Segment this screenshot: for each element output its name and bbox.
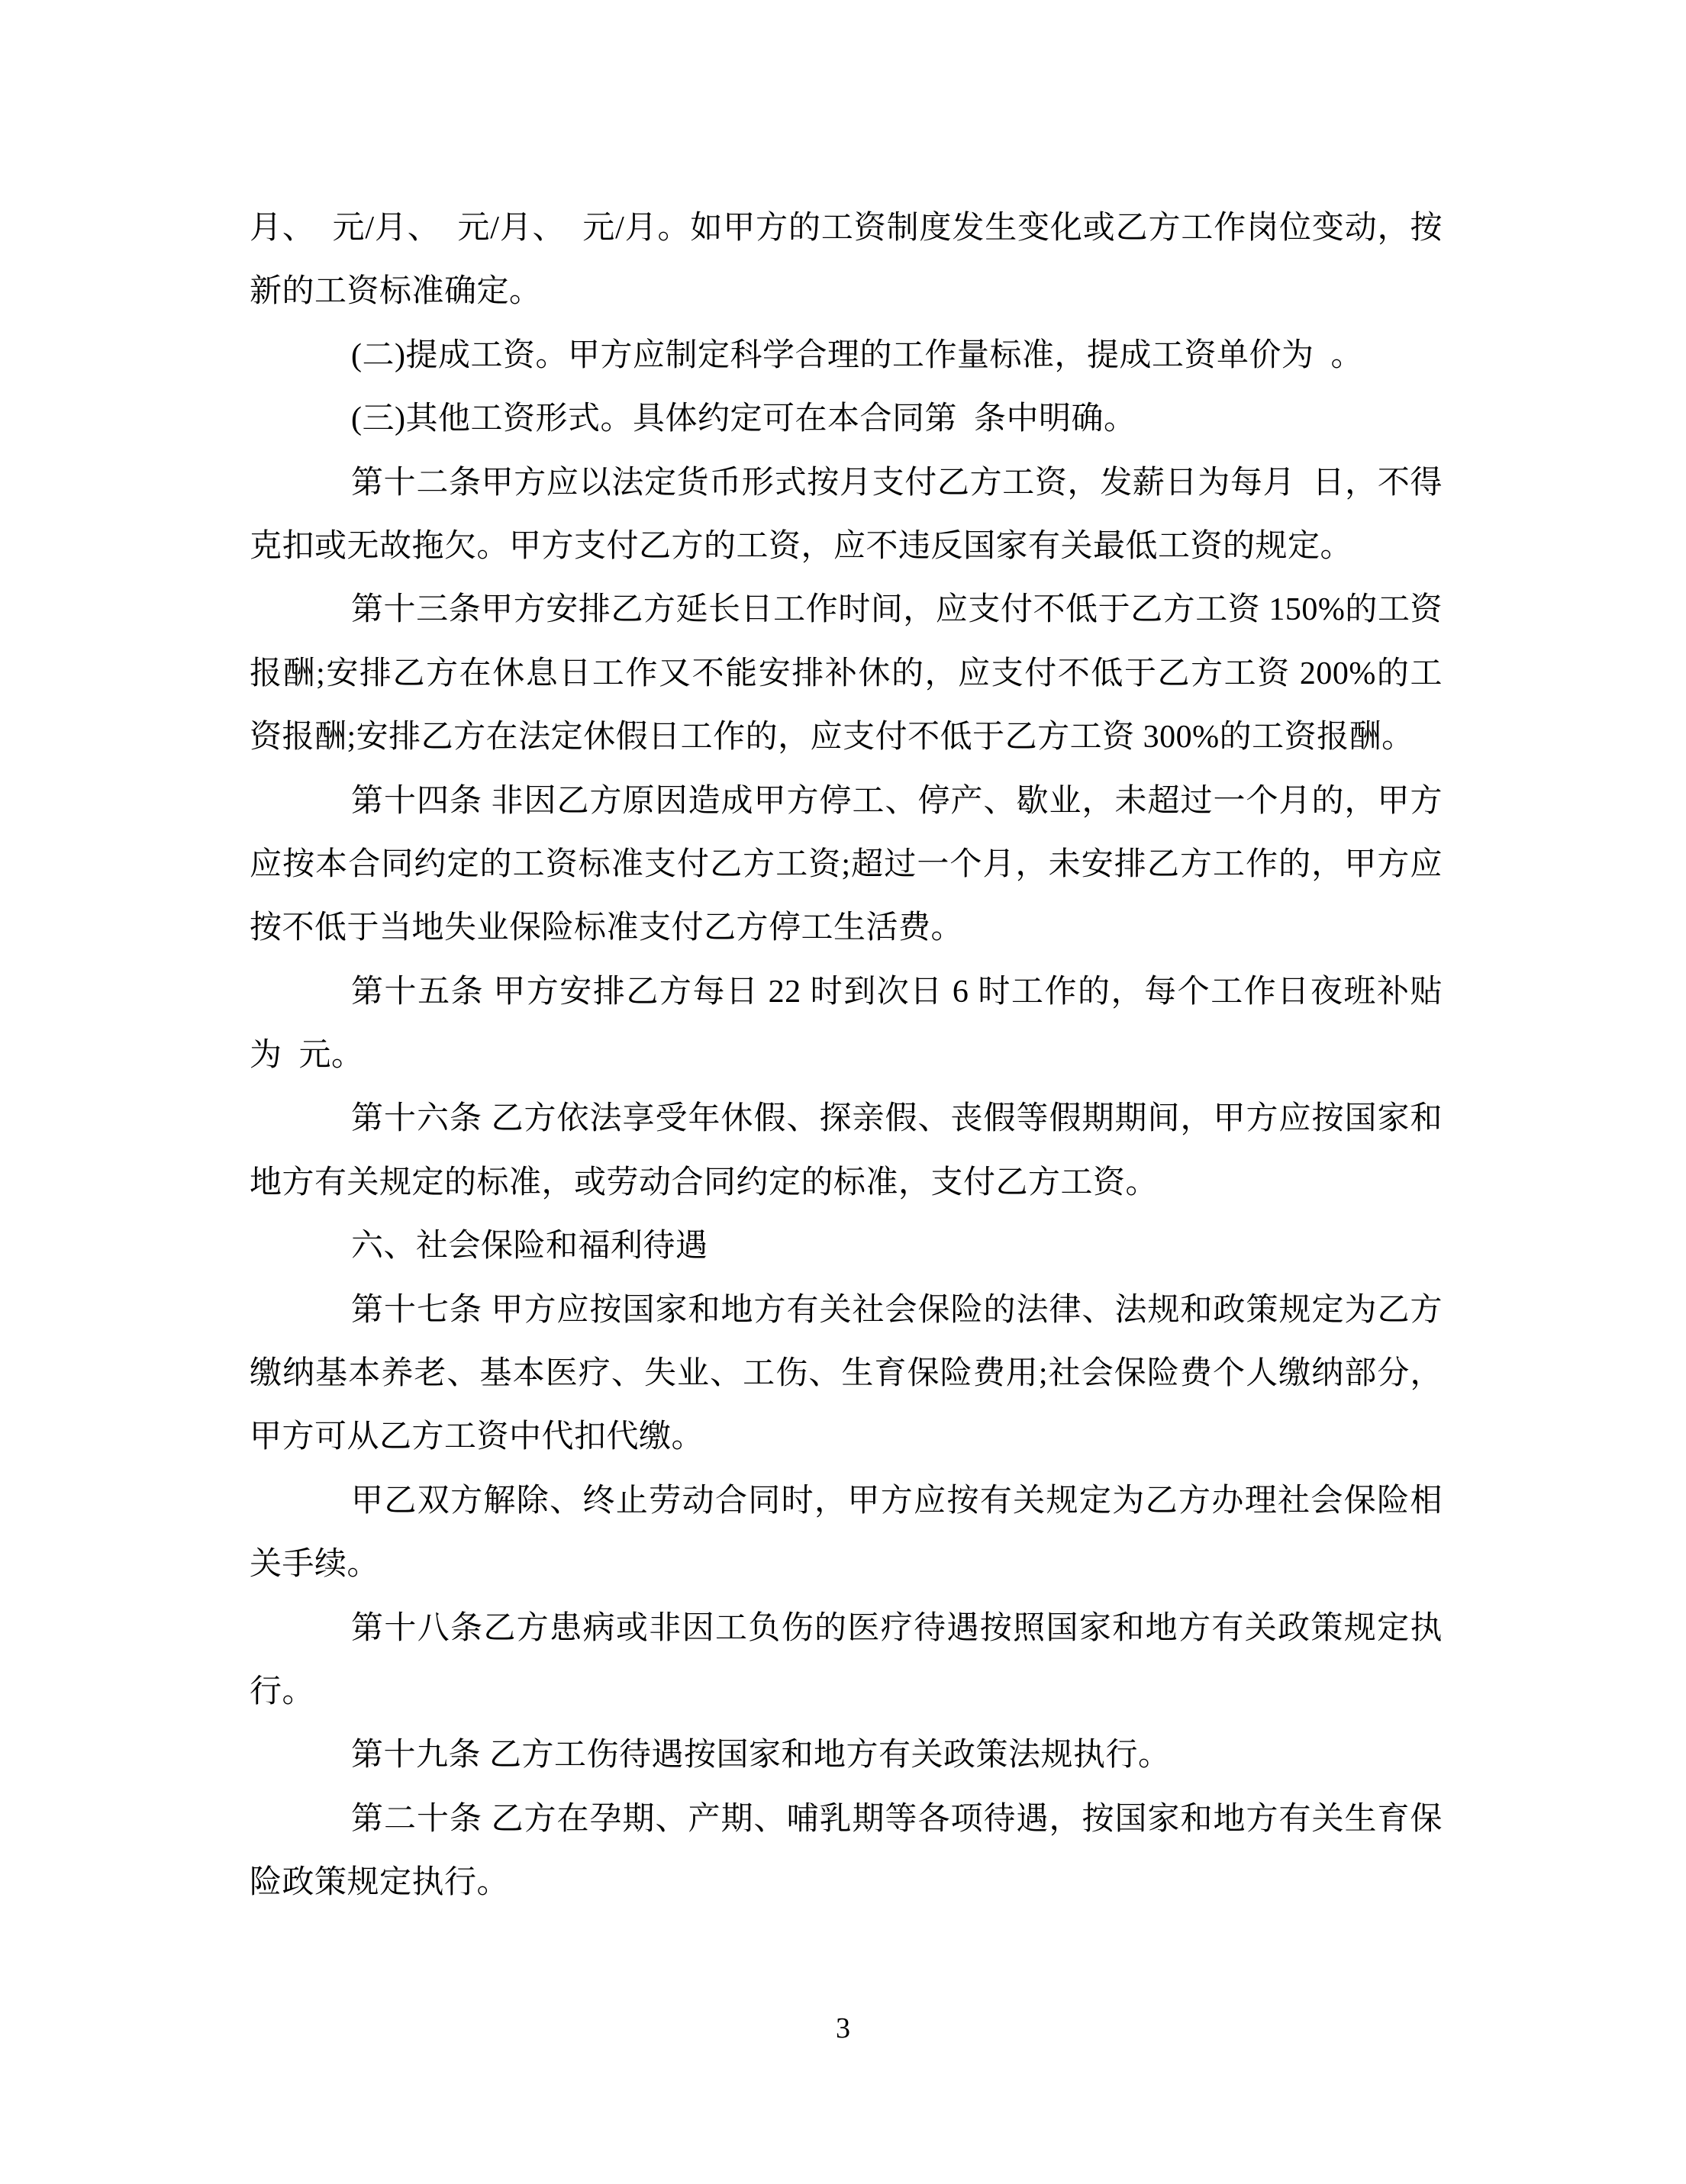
text-line: 险政策规定执行。 <box>250 1865 510 1901</box>
text-line: 第十四条 非因乙方原因造成甲方停工、停产、歇业，未超过一个月的，甲方 <box>351 783 1443 819</box>
text-line: 缴纳基本养老、基本医疗、失业、工伤、生育保险费用;社会保险费个人缴纳部分， <box>250 1356 1443 1392</box>
text-line: 第十六条 乙方依法享受年休假、探亲假、丧假等假期期间，甲方应按国家和 <box>351 1101 1443 1137</box>
document-body <box>250 197 1443 1915</box>
text-line: 第十七条 甲方应按国家和地方有关社会保险的法律、法规和政策规定为乙方 <box>351 1292 1443 1328</box>
text-line: 甲方可从乙方工资中代扣代缴。 <box>250 1419 704 1455</box>
text-line: 月、 元/月、 元/月、 元/月。如甲方的工资制度发生变化或乙方工作岗位变动，按 <box>250 211 1443 246</box>
text-line: (三)其他工资形式。具体约定可在本合同第 条中明确。 <box>351 401 1136 437</box>
text-line: 第十五条 甲方安排乙方每日 22 时到次日 6 时工作的，每个工作日夜班补贴 <box>351 974 1443 1010</box>
text-line: 报酬;安排乙方在休息日工作又不能安排补休的，应支付不低于乙方工资 200%的工 <box>250 656 1443 691</box>
text-line: 第十二条甲方应以法定货币形式按月支付乙方工资，发薪日为每月 日，不得 <box>351 465 1443 501</box>
text-line: 克扣或无故拖欠。甲方支付乙方的工资，应不违反国家有关最低工资的规定。 <box>250 528 1353 564</box>
text-line: 按不低于当地失业保险标准支付乙方停工生活费。 <box>250 910 964 946</box>
text-line: (二)提成工资。甲方应制定科学合理的工作量标准，提成工资单价为 。 <box>351 337 1363 373</box>
text-line: 六、社会保险和福利待遇 <box>351 1229 708 1264</box>
text-line: 地方有关规定的标准，或劳动合同约定的标准，支付乙方工资。 <box>250 1164 1159 1200</box>
text-line: 第十三条甲方安排乙方延长日工作时间，应支付不低于乙方工资 150%的工资 <box>351 592 1443 628</box>
page-number: 3 <box>836 2012 850 2044</box>
text-line: 新的工资标准确定。 <box>250 274 542 310</box>
text-line: 资报酬;安排乙方在法定休假日工作的，应支付不低于乙方工资 300%的工资报酬。 <box>250 720 1414 755</box>
text-line: 第十八条乙方患病或非因工负伤的医疗待遇按照国家和地方有关政策规定执 <box>351 1610 1443 1646</box>
text-line: 行。 <box>250 1673 315 1709</box>
text-line: 第十九条 乙方工伤待遇按国家和地方有关政策法规执行。 <box>351 1738 1171 1773</box>
text-line: 第二十条 乙方在孕期、产期、哺乳期等各项待遇，按国家和地方有关生育保 <box>351 1801 1443 1837</box>
text-line: 关手续。 <box>250 1547 380 1583</box>
text-line: 甲乙双方解除、终止劳动合同时，甲方应按有关规定为乙方办理社会保险相 <box>351 1483 1443 1519</box>
text-line: 应按本合同约定的工资标准支付乙方工资;超过一个月，未安排乙方工作的，甲方应 <box>250 846 1443 882</box>
text-line: 为 元。 <box>250 1038 364 1074</box>
